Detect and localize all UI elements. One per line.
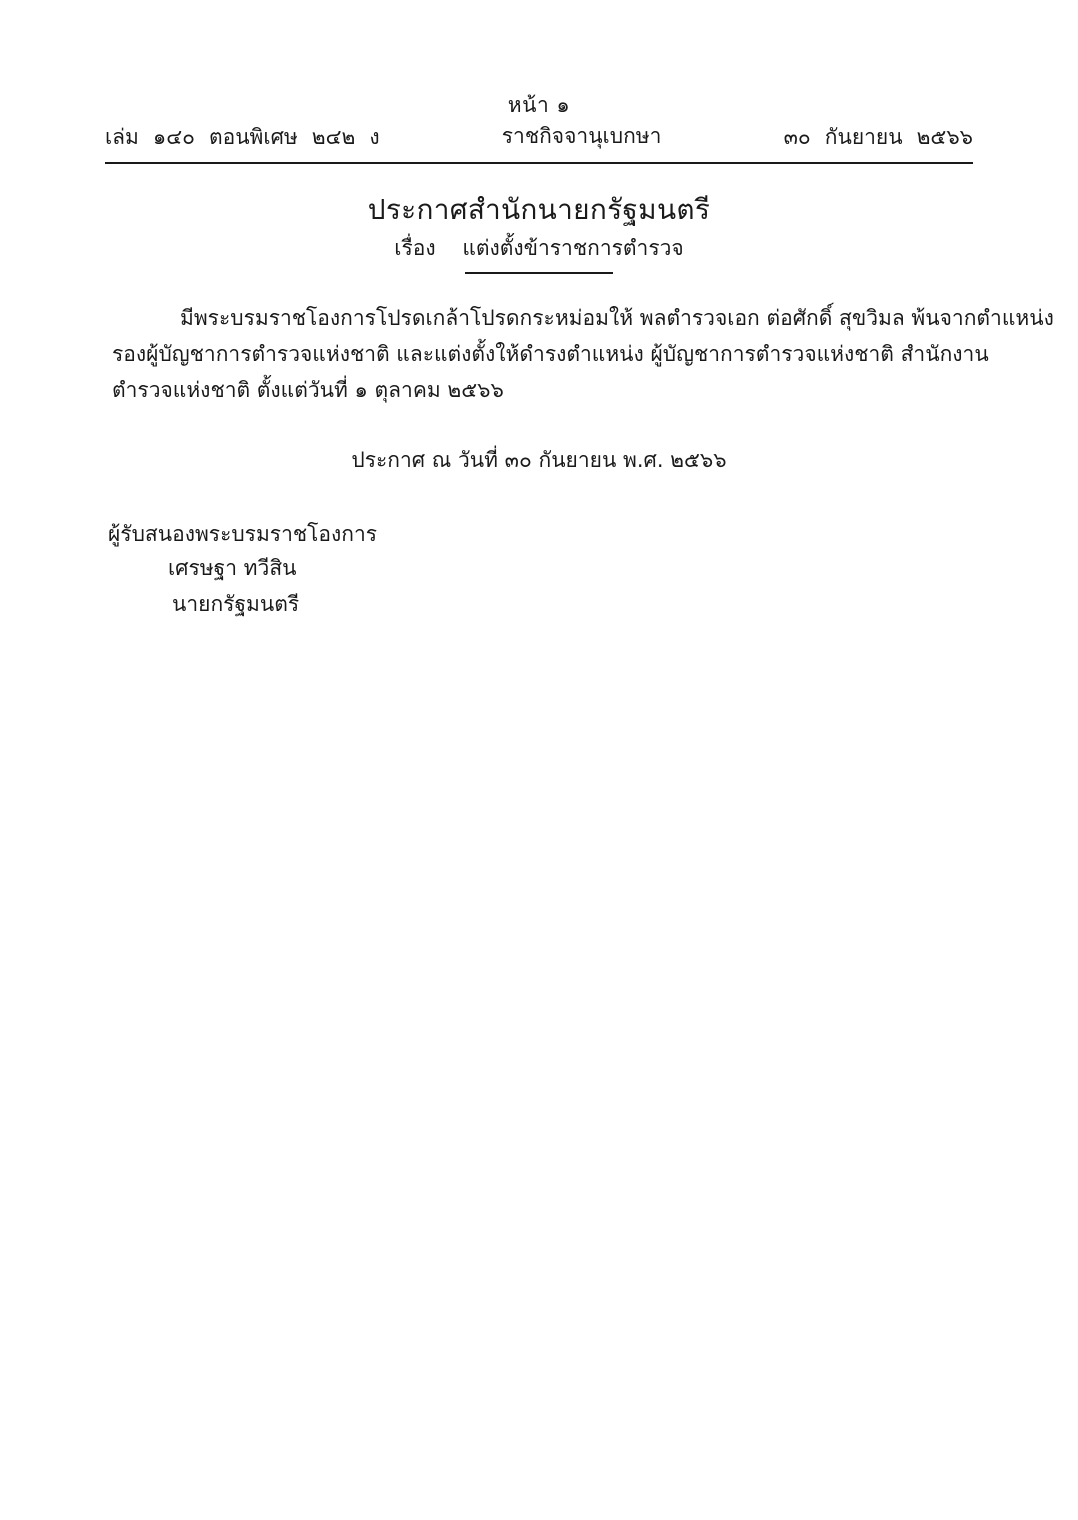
body-line: มีพระบรมราชโองการโปรดเกล้าโปรดกระหม่อมให้ พลตำรวจเอก ต่อศักดิ์ สุขวิมล พ้นจากตำแหน่ง	[180, 306, 1054, 330]
document-body	[112, 300, 1054, 408]
body-line: ตำรวจแห่งชาติ ตั้งแต่วันที่ ๑ ตุลาคม ๒๕๖๖	[112, 378, 504, 403]
volume-label: เล่ม	[105, 125, 139, 150]
signer-name: เศรษฐา ทวีสิน	[168, 556, 297, 580]
section-suffix: ง	[369, 125, 380, 150]
section-label: ตอนพิเศษ	[208, 125, 298, 150]
volume-number: ๑๔๐	[152, 125, 195, 150]
subject-text: แต่งตั้งข้าราชการตำรวจ	[462, 236, 684, 260]
date-month: กันยายน	[824, 125, 903, 150]
page-number: หน้า ๑	[507, 93, 571, 117]
gazette-name: ราชกิจจานุเบกษา	[501, 124, 662, 149]
signer-title: นายกรัฐมนตรี	[172, 592, 300, 616]
countersign-label: ผู้รับสนองพระบรมราชโองการ	[108, 522, 378, 546]
gazette-header	[105, 92, 973, 154]
promulgation-line: ประกาศ ณ วันที่ ๓๐ กันยายน พ.ศ. ๒๕๖๖	[351, 448, 727, 472]
date-year: ๒๕๖๖	[916, 125, 973, 150]
date-day: ๓๐	[783, 125, 811, 150]
body-line: รองผู้บัญชาการตำรวจแห่งชาติ และแต่งตั้งให้ดำรงตำแหน่ง ผู้บัญชาการตำรวจแห่งชาติ สำนักงาน	[112, 342, 989, 367]
header-volume-group	[105, 121, 380, 154]
header-row	[105, 120, 973, 154]
header-date-group	[784, 121, 973, 154]
document-subject	[0, 232, 1078, 265]
header-divider	[105, 162, 973, 164]
subject-label: เรื่อง	[394, 236, 436, 260]
section-number: ๒๔๒	[311, 125, 356, 150]
document-title: ประกาศสำนักนายกรัฐมนตรี	[367, 193, 711, 226]
title-divider	[465, 272, 613, 274]
